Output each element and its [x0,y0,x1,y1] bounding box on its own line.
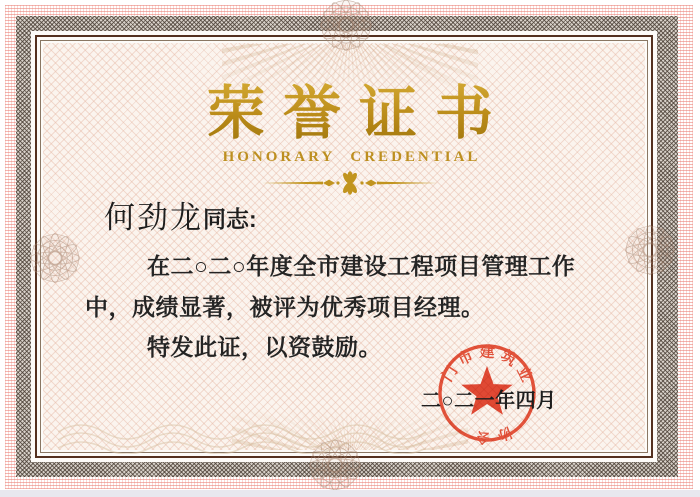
seal-arc-text-bottom: 协会 [468,424,515,447]
body-line-2: 中，成绩显著，被评为优秀项目经理。 [85,293,485,320]
wave-ornament-bottom-left [58,418,428,454]
body-line-3: 特发此证，以资鼓励。 [147,334,382,360]
recipient-honorific: 同志: [203,206,257,232]
svg-text:协会 [469,424,515,447]
certificate-subtitle-en: HONORARY CREDENTIAL [222,149,481,165]
body-line-1: 在二○二○年度全市建设工程项目管理工作 [147,253,576,279]
bottom-edge-strip [0,490,700,497]
rosette-medallion-left [27,230,83,286]
gold-divider-ornament [260,171,440,195]
issue-date: 二○二一年四月 [421,390,557,412]
recipient-line [104,200,257,236]
certificate-title: 荣誉证书 [0,82,700,146]
rosette-medallion-right [622,222,678,278]
recipient-name: 何劲龙 [104,200,203,235]
seal-arc-text-top: 门市建筑业 [438,343,538,390]
